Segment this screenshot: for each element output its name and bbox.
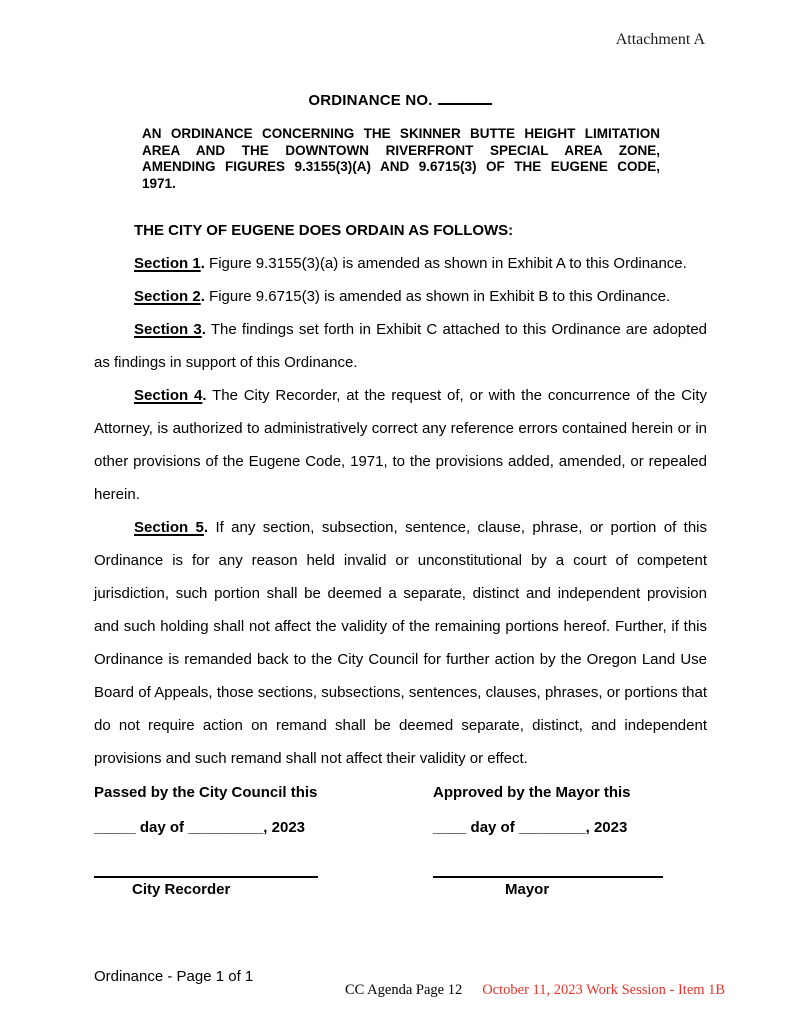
section-paragraph-3 bbox=[94, 313, 707, 379]
section-label: Section 2 bbox=[134, 288, 201, 305]
approved-date-blank: ____ day of ________, 2023 bbox=[433, 819, 628, 836]
preamble-line: 1971. bbox=[142, 175, 176, 191]
city-recorder-signature-line bbox=[94, 876, 318, 878]
signature-block-mayor bbox=[433, 784, 683, 899]
preamble-line: AN ORDINANCE CONCERNING THE SKINNER BUTTE HEIGHT LIMITATION bbox=[142, 126, 660, 141]
section-paragraph-2 bbox=[94, 280, 707, 313]
section-label: Section 5 bbox=[134, 519, 204, 536]
footer-agenda-page-label: CC Agenda Page 12 bbox=[345, 982, 463, 998]
section-paragraph-1 bbox=[94, 247, 707, 280]
section-dot: . bbox=[202, 387, 207, 404]
attachment-label: Attachment A bbox=[615, 31, 705, 48]
section-dot: . bbox=[201, 321, 206, 338]
city-recorder-role-label: City Recorder bbox=[132, 881, 231, 898]
section-label: Section 3 bbox=[134, 321, 202, 338]
section-paragraph-4 bbox=[94, 379, 707, 511]
section-dot: . bbox=[203, 519, 209, 536]
section-paragraph-5 bbox=[94, 511, 707, 775]
section-text: The City Recorder, at the request of, or with the concurrence of the City Attorney, is authorized to administratively correct any reference errors contained herein or in other provisions of the Eugene Code, 1971, to the provisions added, amended, or repealed herein. bbox=[94, 387, 708, 503]
footer-work-session-label: October 11, 2023 Work Session - Item 1B bbox=[482, 982, 726, 998]
section-label: Section 1 bbox=[134, 255, 201, 272]
mayor-signature-line bbox=[433, 876, 663, 878]
mayor-role-label: Mayor bbox=[505, 881, 550, 898]
ordinance-number-blank-line bbox=[438, 92, 492, 105]
passed-date-blank: _____ day of _________, 2023 bbox=[94, 819, 306, 836]
preamble-line: AREA AND THE DOWNTOWN RIVERFRONT SPECIAL AREA ZONE, bbox=[142, 142, 660, 158]
section-dot: . bbox=[200, 255, 205, 272]
ordinance-title-text: ORDINANCE NO. bbox=[308, 92, 433, 109]
section-dot: . bbox=[200, 288, 205, 305]
footer-agenda-row bbox=[345, 982, 725, 999]
section-text: The findings set forth in Exhibit C attached to this Ordinance are adopted as findings in support of this Ordinance. bbox=[94, 321, 707, 371]
footer-page-label: Ordinance - Page 1 of 1 bbox=[94, 968, 254, 985]
ordinance-title bbox=[0, 92, 800, 109]
passed-by-label: Passed by the City Council this bbox=[94, 784, 318, 801]
section-text: Figure 9.6715(3) is amended as shown in Exhibit B to this Ordinance. bbox=[209, 288, 671, 305]
section-text: If any section, subsection, sentence, clause, phrase, or portion of this Ordinance is for any reason held invalid or unconstitutional by a court of competent jurisdiction, such portion shall be deemed a separate, distinct and independent provision and such holding shall not affect the validity of the remaining portions hereof. Further, if this Ordinance is remanded back to the City Council for further action by the Oregon Land Use Board of Appeals, those sections, subsections, sentences, clauses, phrases, or portions that do not require action on remand shall be deemed separate, distinct, and independent provisions and such remand shall not affect their validity or effect. bbox=[94, 519, 708, 767]
ordain-clause: THE CITY OF EUGENE DOES ORDAIN AS FOLLOWS: bbox=[134, 222, 514, 239]
approved-by-label: Approved by the Mayor this bbox=[433, 784, 631, 801]
section-label: Section 4 bbox=[134, 387, 203, 404]
ordinance-body bbox=[94, 214, 707, 775]
preamble bbox=[142, 126, 660, 192]
signature-block-city-council bbox=[94, 784, 344, 899]
section-text: Figure 9.3155(3)(a) is amended as shown in Exhibit A to this Ordinance. bbox=[209, 255, 687, 272]
preamble-line: AMENDING FIGURES 9.3155(3)(A) AND 9.6715(3) OF THE EUGENE CODE, bbox=[142, 159, 660, 174]
